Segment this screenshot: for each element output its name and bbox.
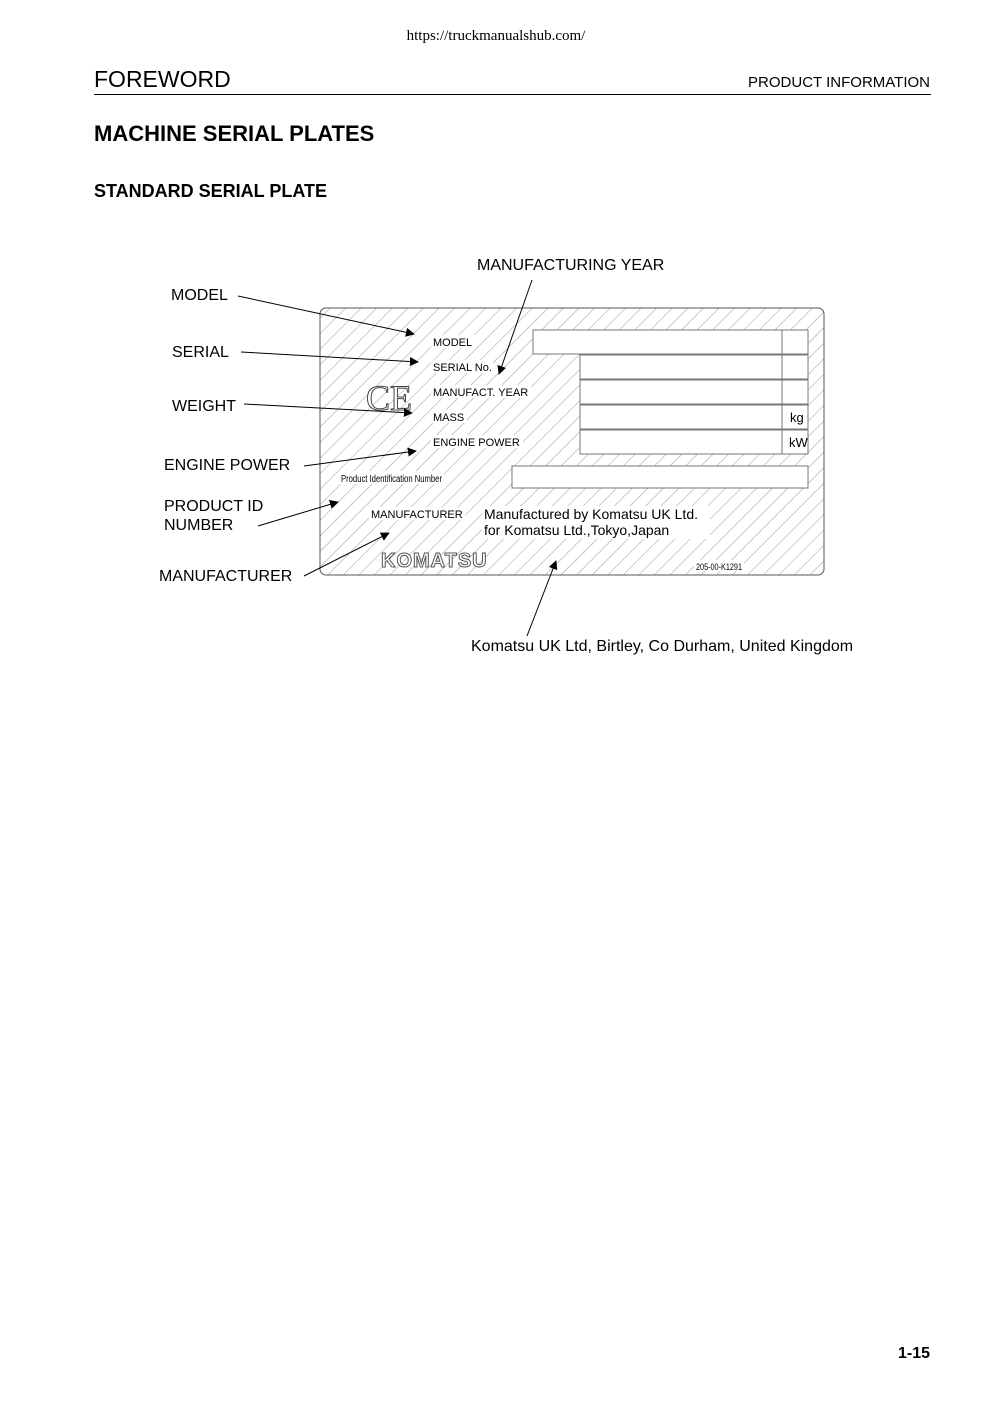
page-number: 1-15 xyxy=(897,1345,930,1362)
serial-value-box xyxy=(580,355,808,379)
ce-mark-icon: CE xyxy=(366,378,413,418)
callout-manufacturer: MANUFACTURER xyxy=(159,568,293,585)
plate-model-label: MODEL xyxy=(433,337,473,349)
plate-year-label: MANUFACT. YEAR xyxy=(433,387,529,399)
mass-unit: kg xyxy=(790,410,804,425)
plate-manufacturer-line1: Manufactured by Komatsu UK Ltd. xyxy=(484,506,698,522)
callout-product-id-line1: PRODUCT ID xyxy=(164,498,264,515)
callout-address: Komatsu UK Ltd, Birtley, Co Durham, United Kingdom xyxy=(471,638,854,655)
mass-value-box xyxy=(580,405,808,429)
serial-plate-figure xyxy=(0,0,992,700)
serial-plate xyxy=(320,308,824,575)
subsection-heading: PRODUCT INFORMATION xyxy=(748,74,930,91)
plate-manufacturer-label: MANUFACTURER xyxy=(371,509,463,521)
komatsu-logo: KOMATSU xyxy=(381,550,488,572)
plate-part-number: 205-00-K1291 xyxy=(696,562,742,572)
source-url: https://truckmanualshub.com/ xyxy=(406,28,586,44)
plate-mass-label: MASS xyxy=(433,412,465,424)
callout-serial: SERIAL xyxy=(172,344,229,361)
plate-power-label: ENGINE POWER xyxy=(433,437,520,449)
section-heading: FOREWORD xyxy=(94,66,231,92)
plate-pin-label: Product Identification Number xyxy=(341,474,443,485)
power-value-box xyxy=(580,430,808,454)
power-unit: kW xyxy=(789,435,808,450)
callout-engine-power: ENGINE POWER xyxy=(164,457,291,474)
callout-manufacturing-year: MANUFACTURING YEAR xyxy=(477,257,665,274)
pin-value-box xyxy=(512,466,808,488)
plate-serial-label: SERIAL No. xyxy=(433,362,492,374)
year-value-box xyxy=(580,380,808,404)
callout-weight: WEIGHT xyxy=(172,398,236,415)
page-title: MACHINE SERIAL PLATES xyxy=(94,121,375,146)
model-value-box xyxy=(533,330,808,354)
plate-manufacturer-line2: for Komatsu Ltd.,Tokyo,Japan xyxy=(484,522,670,538)
callout-model: MODEL xyxy=(171,287,228,304)
callout-product-id-line2: NUMBER xyxy=(164,517,234,534)
section-subtitle: STANDARD SERIAL PLATE xyxy=(94,181,328,201)
